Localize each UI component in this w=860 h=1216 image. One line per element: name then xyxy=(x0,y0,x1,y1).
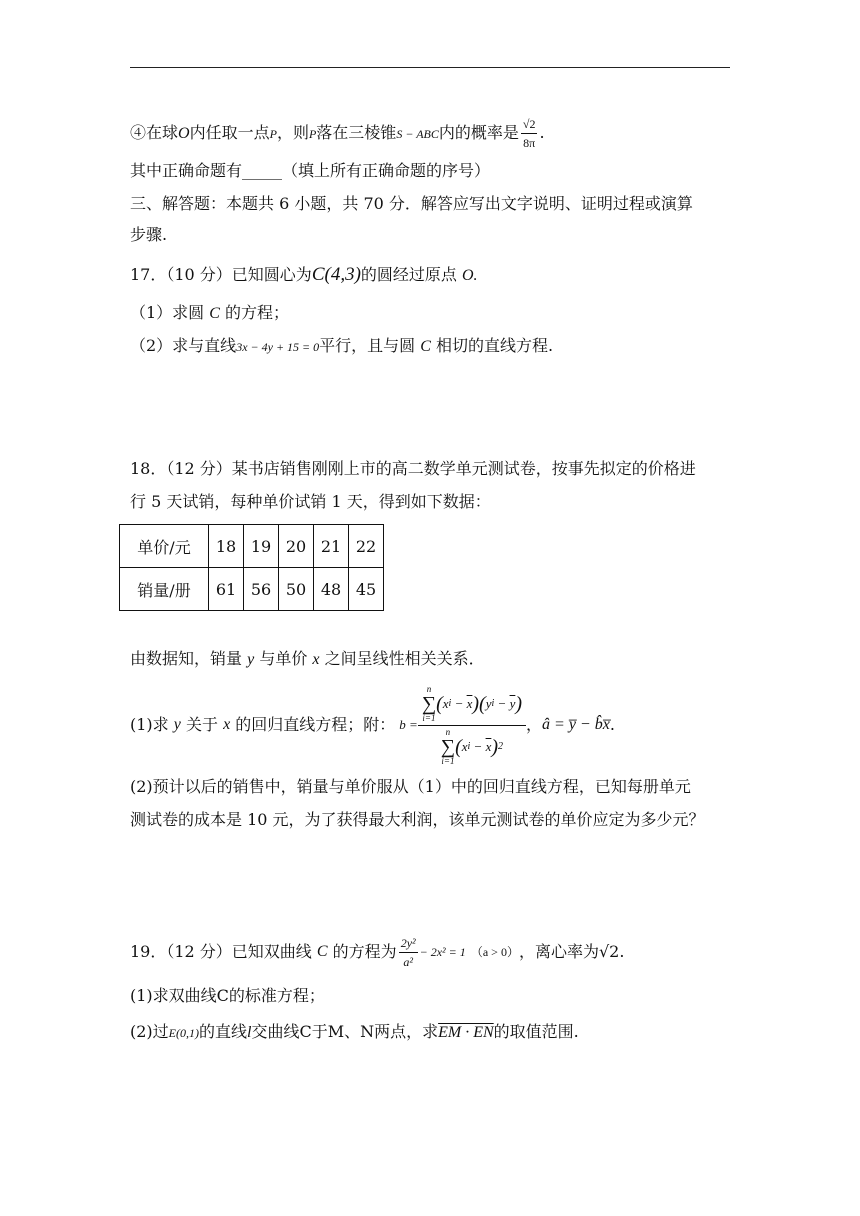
text: 17．（10 分）已知圆心为 xyxy=(130,265,312,284)
table-row xyxy=(120,525,384,568)
q19-stem xyxy=(130,930,624,974)
math-var: x xyxy=(312,651,320,668)
sigma-glyph: ∑ xyxy=(421,692,437,715)
math-expr: EM · EN xyxy=(438,1024,494,1041)
text: 之间呈线性相关关系． xyxy=(324,649,485,668)
math-expr: E(0,1) xyxy=(168,1026,199,1040)
text: 的方程； xyxy=(225,303,290,322)
text: (2)过 xyxy=(130,1022,169,1041)
text: (1)求 xyxy=(130,715,169,734)
math-var: O. xyxy=(462,267,478,284)
math-expr: C(4,3) xyxy=(311,264,361,285)
header-rule xyxy=(130,67,730,68)
sum-lower: i=1 xyxy=(441,755,455,766)
text: 的方程为 xyxy=(332,942,397,961)
numerator: √2 xyxy=(522,117,536,131)
text: 相切的直线方程. xyxy=(436,336,554,355)
text: . xyxy=(539,123,545,142)
math-var: O xyxy=(178,125,190,142)
sigma xyxy=(422,685,436,723)
table-cell: 48 xyxy=(314,568,349,611)
hyperbola-fraction xyxy=(399,934,418,971)
text: 与单价 xyxy=(259,649,308,668)
text: （2）求与直线 xyxy=(130,336,237,355)
text: 关于 xyxy=(185,715,218,734)
paren: ) xyxy=(515,692,523,715)
text: （1）求圆 xyxy=(130,303,205,322)
denominator: 8π xyxy=(523,136,536,150)
math-expr: S − ABC xyxy=(396,127,439,141)
sigma-glyph: ∑ xyxy=(440,735,456,758)
table-cell: 22 xyxy=(349,525,384,568)
price-sales-table xyxy=(119,524,384,611)
table-cell: 18 xyxy=(209,525,244,568)
q18-part1 xyxy=(130,685,615,765)
sum-upper: n xyxy=(445,726,451,737)
math-expr: − 2x² = 1 xyxy=(419,945,466,959)
table-cell: 56 xyxy=(244,568,279,611)
sum-lower: i=1 xyxy=(422,712,436,723)
q18-stem-line2: 行 5 天试销，每种单价试销 1 天，得到如下数据： xyxy=(130,492,491,511)
table-row xyxy=(120,568,384,611)
regression-formula xyxy=(418,685,526,766)
text: 交曲线C于M、N两点，求 xyxy=(251,1022,439,1041)
q17-stem xyxy=(130,264,478,287)
sum-upper: n xyxy=(426,683,432,694)
text: 的取值范围. xyxy=(493,1022,579,1041)
q18-part2-line2: 测试卷的成本是 10 元，为了获得最大利润，该单元测试卷的单价应定为多少元？ xyxy=(130,810,705,829)
section-3-heading: 三、解答题：本题共 6 小题，共 70 分．解答应写出文字说明、证明过程或演算 xyxy=(130,194,693,213)
text: 由数据知，销量 xyxy=(130,649,243,668)
math-var: C xyxy=(316,943,328,960)
text: ④在球 xyxy=(130,123,179,142)
math-expr: √2 xyxy=(598,942,620,961)
text: 19．（12 分）已知双曲线 xyxy=(130,942,312,961)
text: . xyxy=(619,942,625,961)
text: 内的概率是 xyxy=(438,123,519,142)
probability-fraction xyxy=(521,115,538,152)
table-cell: 21 xyxy=(314,525,349,568)
text: . xyxy=(609,715,615,734)
denominator: a² xyxy=(403,954,413,969)
text: 落在三棱锥 xyxy=(316,123,397,142)
table-cell: 61 xyxy=(209,568,244,611)
table-cell: 单价/元 xyxy=(120,525,209,568)
q19-part2 xyxy=(130,1021,579,1044)
q19-part1: (1)求双曲线C的标准方程； xyxy=(130,986,325,1005)
q17-part2 xyxy=(130,335,553,358)
sigma xyxy=(441,728,455,766)
text: ，离心率为 xyxy=(518,942,599,961)
table-cell: 19 xyxy=(244,525,279,568)
math-var: P xyxy=(308,127,317,141)
math-var: x xyxy=(223,716,231,733)
paren: ) xyxy=(491,735,499,758)
section-3-heading-cont: 步骤. xyxy=(130,225,168,244)
proposition-4 xyxy=(130,115,545,152)
math-var: C xyxy=(209,305,220,322)
table-cell: 销量/册 xyxy=(120,568,209,611)
math-var: y xyxy=(173,716,181,733)
math-var: l xyxy=(247,1024,252,1041)
math-expr: â = y̅ − b̂x̅ xyxy=(542,716,610,733)
text: 的直线 xyxy=(199,1022,248,1041)
math-expr: （a > 0） xyxy=(470,945,519,959)
math-expr: b = xyxy=(399,717,418,732)
numerator: n ∑ i=1 ( x i − $\overline{x}$ )( y i − $\overline{y}$ ) xyxy=(421,683,523,723)
paren: ( xyxy=(455,735,462,758)
fill-blank-line: 其中正确命题有_____（填上所有正确命题的序号） xyxy=(130,161,491,180)
table-cell: 50 xyxy=(279,568,314,611)
paren: ( xyxy=(436,692,443,715)
q18-part2-line1: (2)预计以后的销售中，销量与单价服从（1）中的回归直线方程，已知每册单元 xyxy=(130,777,691,796)
text: ， xyxy=(526,715,543,734)
text: 平行，且与圆 xyxy=(319,336,416,355)
table-cell: 20 xyxy=(279,525,314,568)
text: ，则 xyxy=(276,123,309,142)
math-var: y xyxy=(247,651,255,668)
text: 内任取一点 xyxy=(189,123,270,142)
q18-relation xyxy=(130,648,485,671)
text: 的回归直线方程；附： xyxy=(235,715,396,734)
table-cell: 45 xyxy=(349,568,384,611)
text: 的圆经过原点 xyxy=(360,265,457,284)
denominator: n ∑ i=1 ( x i − $\overline{x}$ ) 2 xyxy=(440,726,504,766)
math-var: P xyxy=(269,127,277,141)
math-var: C xyxy=(420,338,431,355)
q18-stem-line1: 18．（12 分）某书店销售刚刚上市的高二数学单元测试卷，按事先拟定的价格进 xyxy=(130,459,696,478)
math-expr: 3x − 4y + 15 = 0 xyxy=(236,340,320,354)
q17-part1 xyxy=(130,302,289,325)
paren: )( xyxy=(472,692,486,715)
numerator: 2y² xyxy=(400,935,416,950)
